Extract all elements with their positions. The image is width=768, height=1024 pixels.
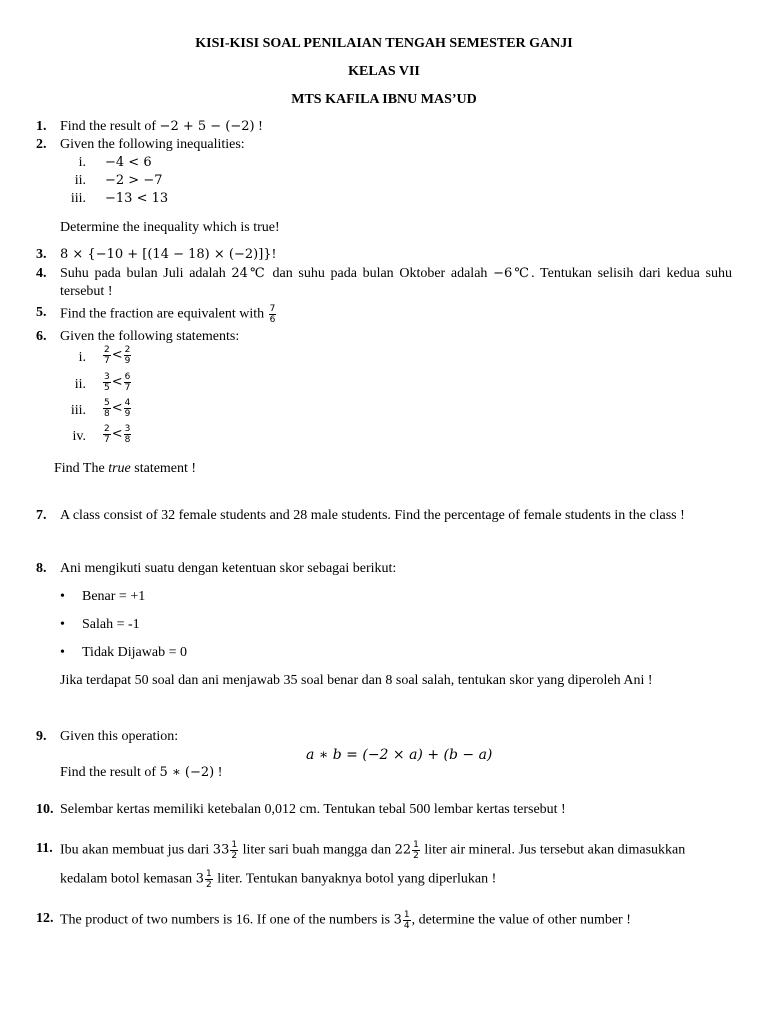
question-text: Given the following inequalities: (60, 137, 245, 152)
question-number: 11. (36, 841, 53, 856)
question-text: ! (271, 247, 277, 262)
question-text: Find the fraction are equivalent with (60, 306, 268, 322)
question-text: The product of two numbers is 16. If one of the numbers is (60, 912, 394, 928)
math-expression: −6℃ (493, 266, 532, 281)
question-number: 3. (36, 247, 47, 262)
operation-formula: a ∗ b = (−2 × a) + (b − a) (306, 747, 493, 763)
question-text: dan suhu pada bulan Oktober adalah (266, 266, 494, 281)
bullet-item: • Benar = +1 (60, 589, 146, 604)
question-text: Selembar kertas memiliki ketebalan 0,012 cm. Tentukan tebal 500 lembar kertas tersebut ! (60, 802, 566, 817)
question-number: 10. (36, 802, 54, 817)
question-11 (36, 840, 732, 890)
fraction: $\frac{7}{6}$ (269, 304, 276, 325)
doc-title: KISI-KISI SOAL PENILAIAN TENGAH SEMESTER GANJI (195, 36, 573, 51)
question-12 (36, 910, 732, 931)
question-text: Ani mengikuti suatu dengan ketentuan skor sebagai berikut: (60, 561, 397, 576)
doc-class: KELAS VII (348, 64, 420, 79)
question-8 (36, 560, 732, 578)
question-number: 4. (36, 266, 47, 281)
question-followup: Determine the inequality which is true! (60, 220, 280, 235)
item-label: iii. (70, 403, 86, 418)
question-text: Given the following statements: (60, 329, 240, 344)
question-text: Ibu akan membuat jus dari (60, 842, 213, 858)
question-text: . Tentukan selisih dari kedua suhu tersebut ! (60, 266, 733, 299)
fraction: $\frac{1}{4}$ (403, 910, 410, 931)
question-number: 8. (36, 561, 47, 576)
doc-school: MTS KAFILA IBNU MAS’UD (291, 92, 477, 107)
question-text: liter sari buah mangga dan (239, 842, 395, 858)
fraction-comparison: $\frac{5}{8}$ < $\frac{4}{9}$ (104, 398, 131, 419)
math-expression: 8 × {−10 + [(14 − 18) × (−2)]} (60, 247, 272, 262)
question-2 (36, 136, 732, 154)
fraction: $\frac{1}{2}$ (413, 840, 419, 861)
item-label: ii. (74, 377, 86, 392)
bullet-item: • Salah = -1 (60, 617, 140, 632)
question-followup: Jika terdapat 50 soal dan ani menjawab 35 soal benar dan 8 soal salah, tentukan skor yang diperoleh Ani ! (60, 673, 653, 688)
mixed-number-whole: 3 (393, 912, 402, 928)
question-6 (36, 328, 732, 346)
question-4 (36, 265, 732, 301)
math-expression: −4 < 6 (105, 155, 152, 170)
question-10 (36, 801, 732, 819)
question-text: , determine the value of other number ! (411, 912, 631, 928)
question-number: 5. (36, 305, 47, 320)
mixed-number-whole: 33 (212, 842, 230, 858)
item-label: iii. (70, 191, 86, 206)
question-text: ! (254, 119, 263, 134)
fraction: $\frac{1}{2}$ (231, 840, 238, 861)
mixed-number-whole: 22 (394, 842, 412, 858)
question-7 (36, 507, 732, 525)
math-expression: −2 > −7 (105, 173, 163, 188)
question-text: Find the result of (60, 119, 160, 134)
fraction-comparison: $\frac{3}{5}$ < $\frac{6}{7}$ (104, 372, 131, 393)
question-text: Given this operation: (60, 729, 179, 744)
fraction: $\frac{1}{2}$ (205, 869, 212, 890)
question-number: 9. (36, 729, 47, 744)
question-text: kedalam botol kemasan (60, 871, 196, 887)
question-followup: Find The true statement ! (54, 461, 197, 476)
question-text: liter. Tentukan banyaknya botol yang diperlukan ! (213, 871, 497, 887)
question-1 (36, 118, 732, 136)
math-expression: 24℃ (231, 266, 267, 281)
item-label: iv. (72, 429, 86, 444)
question-text: liter air mineral. Jus tersebut akan dimasukkan (420, 842, 686, 858)
question-text: Suhu pada bulan Juli adalah (60, 266, 232, 281)
fraction-comparison: $\frac{2}{7}$ < $\frac{2}{9}$ (104, 345, 131, 366)
item-label: ii. (74, 173, 86, 188)
math-expression: −2 + 5 − (−2) (159, 119, 255, 134)
fraction-comparison: $\frac{2}{7}$ < $\frac{3}{8}$ (104, 424, 131, 445)
item-label: i. (78, 155, 86, 170)
mixed-number-whole: 3 (195, 871, 204, 887)
question-number: 7. (36, 508, 47, 523)
question-number: 12. (36, 911, 54, 926)
question-number: 2. (36, 137, 47, 152)
question-9 (36, 728, 732, 746)
math-expression: −13 < 13 (105, 191, 169, 206)
question-number: 6. (36, 329, 47, 344)
question-text: A class consist of 32 female students and 28 male students. Find the percentage of female students in the class ! (60, 508, 685, 523)
question-followup: Find the result of 5 ∗ (−2) ! (60, 765, 223, 780)
bullet-item: • Tidak Dijawab = 0 (60, 645, 187, 660)
item-label: i. (78, 350, 86, 365)
question-number: 1. (36, 119, 47, 134)
question-5 (36, 304, 732, 325)
question-3 (36, 246, 732, 264)
